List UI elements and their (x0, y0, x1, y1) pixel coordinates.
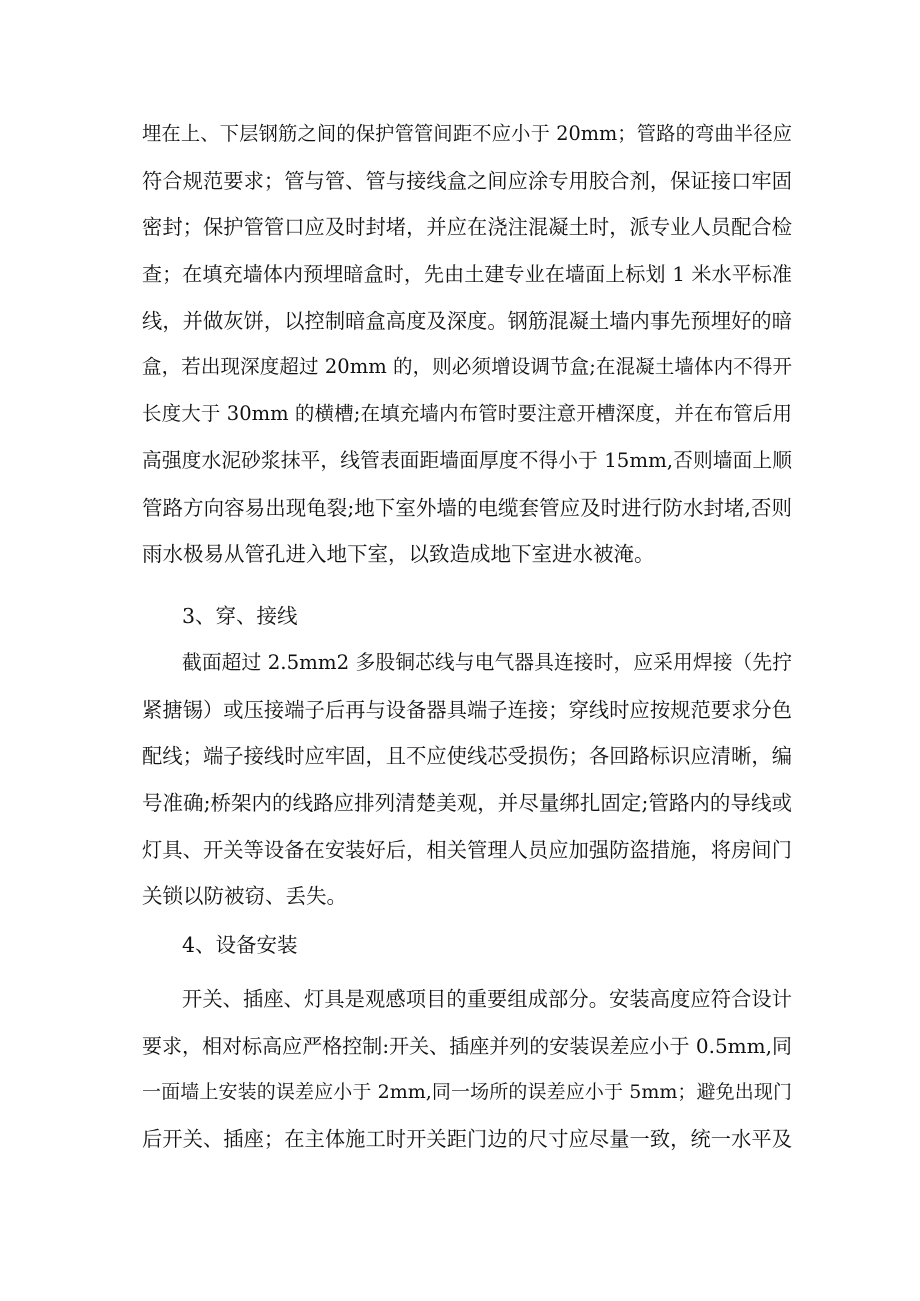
paragraph-conduit-embedding (142, 111, 792, 578)
paragraph-line: 符合规范要求；管与管、管与接线盒之间应涂专用胶合剂，保证接口牢固 (142, 168, 792, 193)
paragraph-equipment-installation (142, 976, 792, 1163)
paragraph-line: 盒，若出现深度超过 20mm 的，则必须增设调节盒;在混凝土墙体内不得开 (142, 355, 792, 379)
paragraph-line: 管路方向容易出现龟裂;地下室外墙的电缆套管应及时进行防水封堵,否则 (142, 495, 792, 520)
section-heading-wiring (142, 593, 792, 640)
paragraph-line: 紧搪锡）或压接端子后再与设备器具端子连接；穿线时应按规范要求分色 (142, 697, 792, 722)
paragraph-line: 雨水极易从管孔进入地下室，以致造成地下室进水被淹。 (142, 542, 655, 567)
paragraph-line: 号准确;桥架内的线路应排列清楚美观，并尽量绑扎固定;管路内的导线或 (142, 791, 792, 816)
paragraph-line: 埋在上、下层钢筋之间的保护管管间距不应小于 20mm；管路的弯曲半径应 (142, 122, 792, 145)
paragraph-line: 密封；保护管管口应及时封堵，并应在浇注混凝土时，派专业人员配合检 (142, 215, 792, 240)
paragraph-line: 线，并做灰饼，以控制暗盒高度及深度。钢筋混凝土墙内事先预埋好的暗 (142, 308, 792, 333)
paragraph-line: 长度大于 30mm 的横槽;在填充墙内布管时要注意开槽深度，并在布管后用 (142, 402, 792, 426)
paragraph-wiring (142, 640, 792, 920)
paragraph-line: 配线；端子接线时应牢固，且不应使线芯受损伤；各回路标识应清晰，编 (142, 744, 792, 769)
paragraph-line: 一面墙上安装的误差应小于 2mm,同一场所的误差应小于 5mm；避免出现门 (142, 1081, 792, 1104)
paragraph-line: 后开关、插座；在主体施工时开关距门边的尺寸应尽量一致，统一水平及 (142, 1127, 792, 1152)
paragraph-line: 高强度水泥砂浆抹平，线管表面距墙面厚度不得小于 15mm,否则墙面上顺 (142, 448, 792, 472)
section-heading-equipment (142, 922, 792, 969)
paragraph-line: 关锁以防被窃、丢失。 (142, 884, 347, 909)
paragraph-line: 灯具、开关等设备在安装好后，相关管理人员应加强防盗措施，将房间门 (142, 837, 792, 862)
paragraph-line: 要求，相对标高应严格控制:开关、插座并列的安装误差应小于 0.5mm,同 (142, 1033, 792, 1058)
paragraph-line: 开关、插座、灯具是观感项目的重要组成部分。安装高度应符合设计 (182, 987, 792, 1011)
paragraph-line: 查；在填充墙体内预埋暗盒时，先由土建专业在墙面上标划 1 米水平标准 (142, 262, 792, 287)
paragraph-line: 截面超过 2.5mm2 多股铜芯线与电气器具连接时，应采用焊接（先拧 (182, 651, 792, 674)
section-heading: 4、设备安装 (182, 933, 298, 957)
section-heading: 3、穿、接线 (182, 604, 298, 628)
